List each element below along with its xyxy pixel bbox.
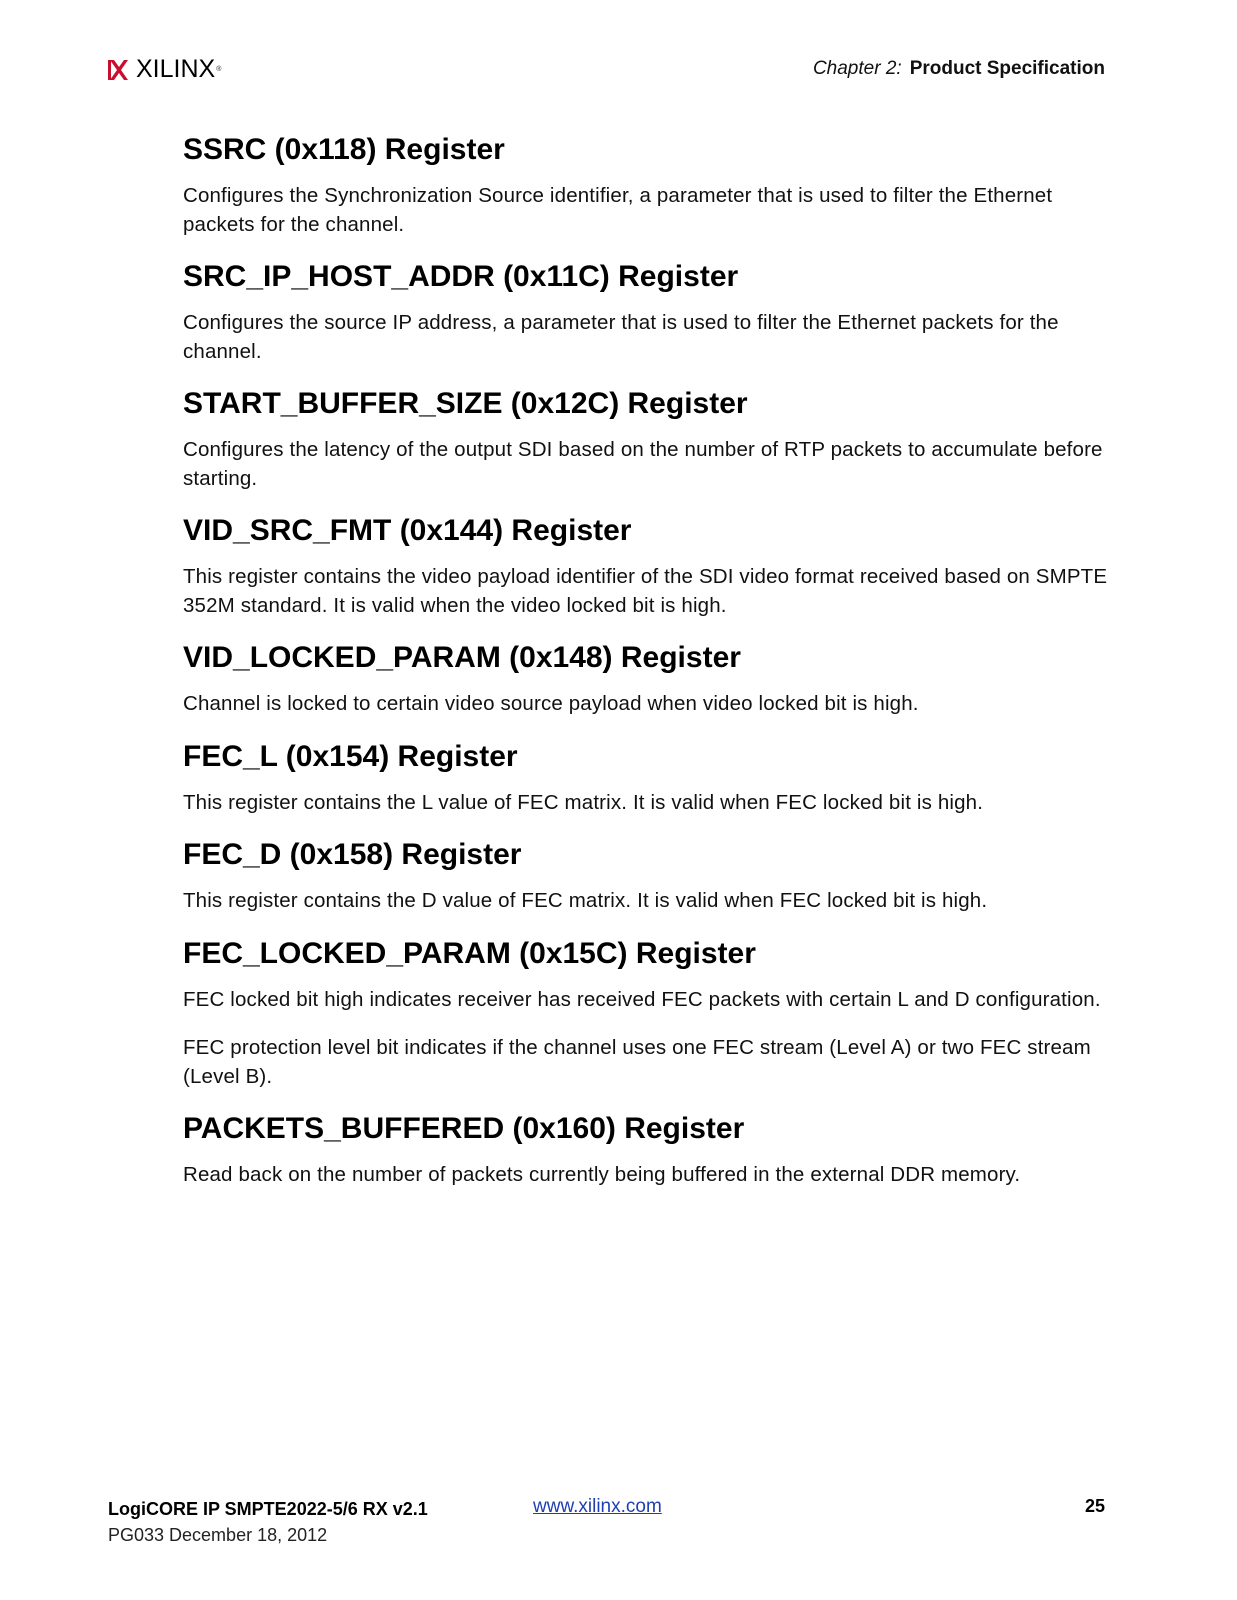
- section-paragraph: Configures the Synchronization Source identifier, a parameter that is used to filter the Ethernet packets for the channel.: [183, 184, 1053, 236]
- section-paragraph: FEC protection level bit indicates if the channel uses one FEC stream (Level A) or two FEC stream (Level B).: [183, 1036, 1091, 1088]
- section-heading: FEC_L (0x154) Register: [183, 739, 518, 773]
- chapter-heading: [813, 58, 1105, 80]
- section-heading: FEC_D (0x158) Register: [183, 838, 522, 871]
- section-heading: VID_LOCKED_PARAM (0x148) Register: [183, 641, 741, 674]
- section-heading: FEC_LOCKED_PARAM (0x15C) Register: [183, 936, 756, 970]
- section-paragraph: Configures the source IP address, a parameter that is used to filter the Ethernet packets for the channel.: [183, 311, 1059, 363]
- chapter-title: Product Specification: [909, 58, 1105, 79]
- section-paragraph: This register contains the D value of FEC matrix. It is valid when FEC locked bit is high.: [183, 889, 988, 912]
- section-paragraph: FEC locked bit high indicates receiver has received FEC packets with certain L and D configuration.: [183, 987, 1101, 1011]
- section-packets-buffered: [183, 1111, 1108, 1190]
- section-heading: START_BUFFER_SIZE (0x12C) Register: [183, 387, 748, 420]
- section-paragraph: Configures the latency of the output SDI based on the number of RTP packets to accumulate before starting.: [183, 438, 1103, 490]
- section-paragraph: Channel is locked to certain video source payload when video locked bit is high.: [183, 692, 919, 715]
- page-footer: [0, 1490, 1237, 1570]
- footer-doc-id: PG033 December 18, 2012: [108, 1525, 328, 1545]
- page-content: [183, 132, 1108, 1210]
- section-paragraph: This register contains the L value of FEC matrix. It is valid when FEC locked bit is high.: [183, 790, 984, 814]
- xilinx-logo-icon: [108, 58, 130, 82]
- logo-registered-mark: ®: [216, 66, 222, 73]
- section-fec-locked-param: [183, 936, 1108, 1092]
- footer-doc-info: [108, 1496, 428, 1548]
- page-number: 25: [1084, 1496, 1105, 1516]
- page-header: [0, 0, 1237, 100]
- chapter-label: Chapter 2:: [812, 58, 902, 79]
- section-src-ip-host-addr: [183, 259, 1108, 366]
- footer-product-title: LogiCORE IP SMPTE2022-5/6 RX v2.1: [108, 1499, 428, 1519]
- section-vid-locked-param: [183, 640, 1108, 719]
- section-paragraph: This register contains the video payload identifier of the SDI video format received based on SMPTE 352M standard. It is valid when the video locked bit is high.: [183, 565, 1108, 617]
- section-fec-l: [183, 739, 1108, 818]
- section-vid-src-fmt: [183, 513, 1108, 620]
- section-heading: PACKETS_BUFFERED (0x160) Register: [183, 1112, 745, 1145]
- logo-text: XILINX: [136, 55, 216, 83]
- section-fec-d: [183, 837, 1108, 916]
- section-heading: SRC_IP_HOST_ADDR (0x11C) Register: [183, 260, 739, 293]
- section-heading: SSRC (0x118) Register: [183, 133, 505, 166]
- xilinx-logo: [108, 55, 221, 84]
- section-start-buffer-size: [183, 386, 1108, 493]
- section-paragraph: Read back on the number of packets currently being buffered in the external DDR memory.: [183, 1163, 1021, 1186]
- footer-website-link[interactable]: www.xilinx.com: [533, 1496, 662, 1517]
- section-ssrc: [183, 132, 1108, 239]
- section-heading: VID_SRC_FMT (0x144) Register: [183, 514, 632, 547]
